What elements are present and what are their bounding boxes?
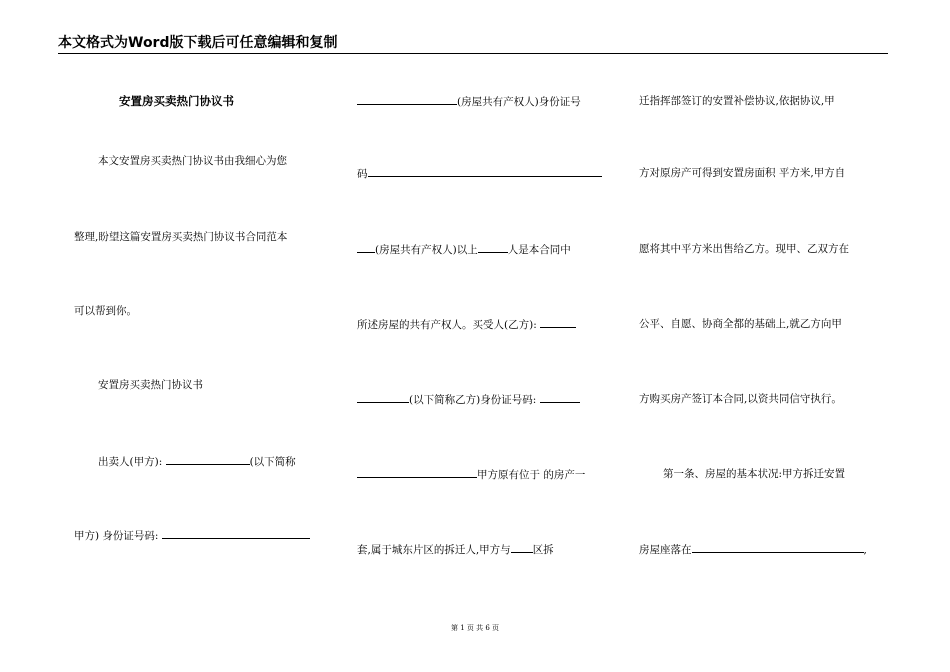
seller-label: 出卖人(甲方): [98, 456, 163, 468]
buyer-label: 所述房屋的共有产权人。买受人(乙方): [357, 319, 537, 331]
document-title: 安置房买卖热门协议书 [119, 94, 234, 108]
property-address-comma: , [863, 544, 867, 556]
co-owner-id-number-line [357, 166, 602, 181]
property-address-label: 房屋座落在 [639, 544, 692, 556]
buyer-alias-blank [357, 392, 409, 403]
seller-name-blank [166, 454, 250, 465]
buyer-id-label: (以下简称乙方)身份证号码: [409, 394, 537, 406]
co-owner-id-label: (房屋共有产权人)身份证号 [457, 96, 581, 108]
text-column-2 [357, 0, 607, 672]
co-owner-id-blank [368, 166, 602, 177]
id-code-label: 码 [357, 168, 368, 180]
co-owner-name-blank [357, 94, 457, 105]
property-location-line [357, 467, 585, 482]
property-location-label: 甲方原有位于 的房产一 [477, 469, 586, 481]
agreement-line-4: 公平、自愿、协商全都的基础上,就乙方向甲 [639, 318, 842, 330]
seller-line [98, 454, 296, 469]
text-column-1 [74, 0, 324, 672]
seller-id-line [74, 528, 310, 543]
property-address-line [639, 542, 867, 557]
co-owner-id-line [357, 94, 581, 109]
page-footer: 第 1 页 共 6 页 [450, 624, 500, 632]
agreement-line-1: 迁指挥部签订的安置补偿协议,依据协议,甲 [639, 95, 835, 107]
buyer-name-blank [540, 317, 576, 328]
header-banner: 本文格式为Word版下载后可任意编辑和复制 [58, 35, 338, 51]
district-label: 区拆 [532, 544, 554, 556]
seller-id-label: 甲方) 身份证号码: [74, 530, 159, 542]
intro-line-2: 整理,盼望这篇安置房买卖热门协议书合同范本 [74, 231, 288, 243]
intro-line-1: 本文安置房买卖热门协议书由我细心为您 [98, 155, 287, 167]
co-owner-line [357, 242, 571, 257]
district-blank [511, 542, 533, 553]
agreement-line-3: 愿将其中平方米出售给乙方。现甲、乙双方在 [639, 243, 849, 255]
buyer-id-blank [540, 392, 580, 403]
seller-alias-label: (以下简称 [249, 456, 296, 468]
relocation-label: 套,属于城东片区的拆迁人,甲方与 [357, 544, 511, 556]
property-location-blank [357, 467, 477, 478]
buyer-line [357, 317, 576, 332]
agreement-line-5: 方购买房产签订本合同,以资共同信守执行。 [639, 393, 842, 405]
text-column-3 [639, 0, 889, 672]
co-owner-count-label: 人是本合同中 [507, 244, 571, 256]
agreement-line-2: 方对原房产可得到安置房面积 平方米,甲方自 [639, 167, 846, 179]
relocation-line [357, 542, 554, 557]
co-owner-2-label: (房屋共有产权人)以上 [375, 244, 478, 256]
co-owner-2-blank [357, 242, 375, 253]
buyer-id-line [357, 392, 580, 407]
co-owner-count-blank [478, 242, 508, 253]
article-1-heading: 第一条、房屋的基本状况:甲方拆迁安置 [663, 468, 846, 480]
seller-id-blank [162, 528, 310, 539]
property-address-blank [692, 542, 864, 553]
contract-subtitle: 安置房买卖热门协议书 [98, 379, 203, 391]
intro-line-3: 可以帮到你。 [74, 305, 137, 317]
